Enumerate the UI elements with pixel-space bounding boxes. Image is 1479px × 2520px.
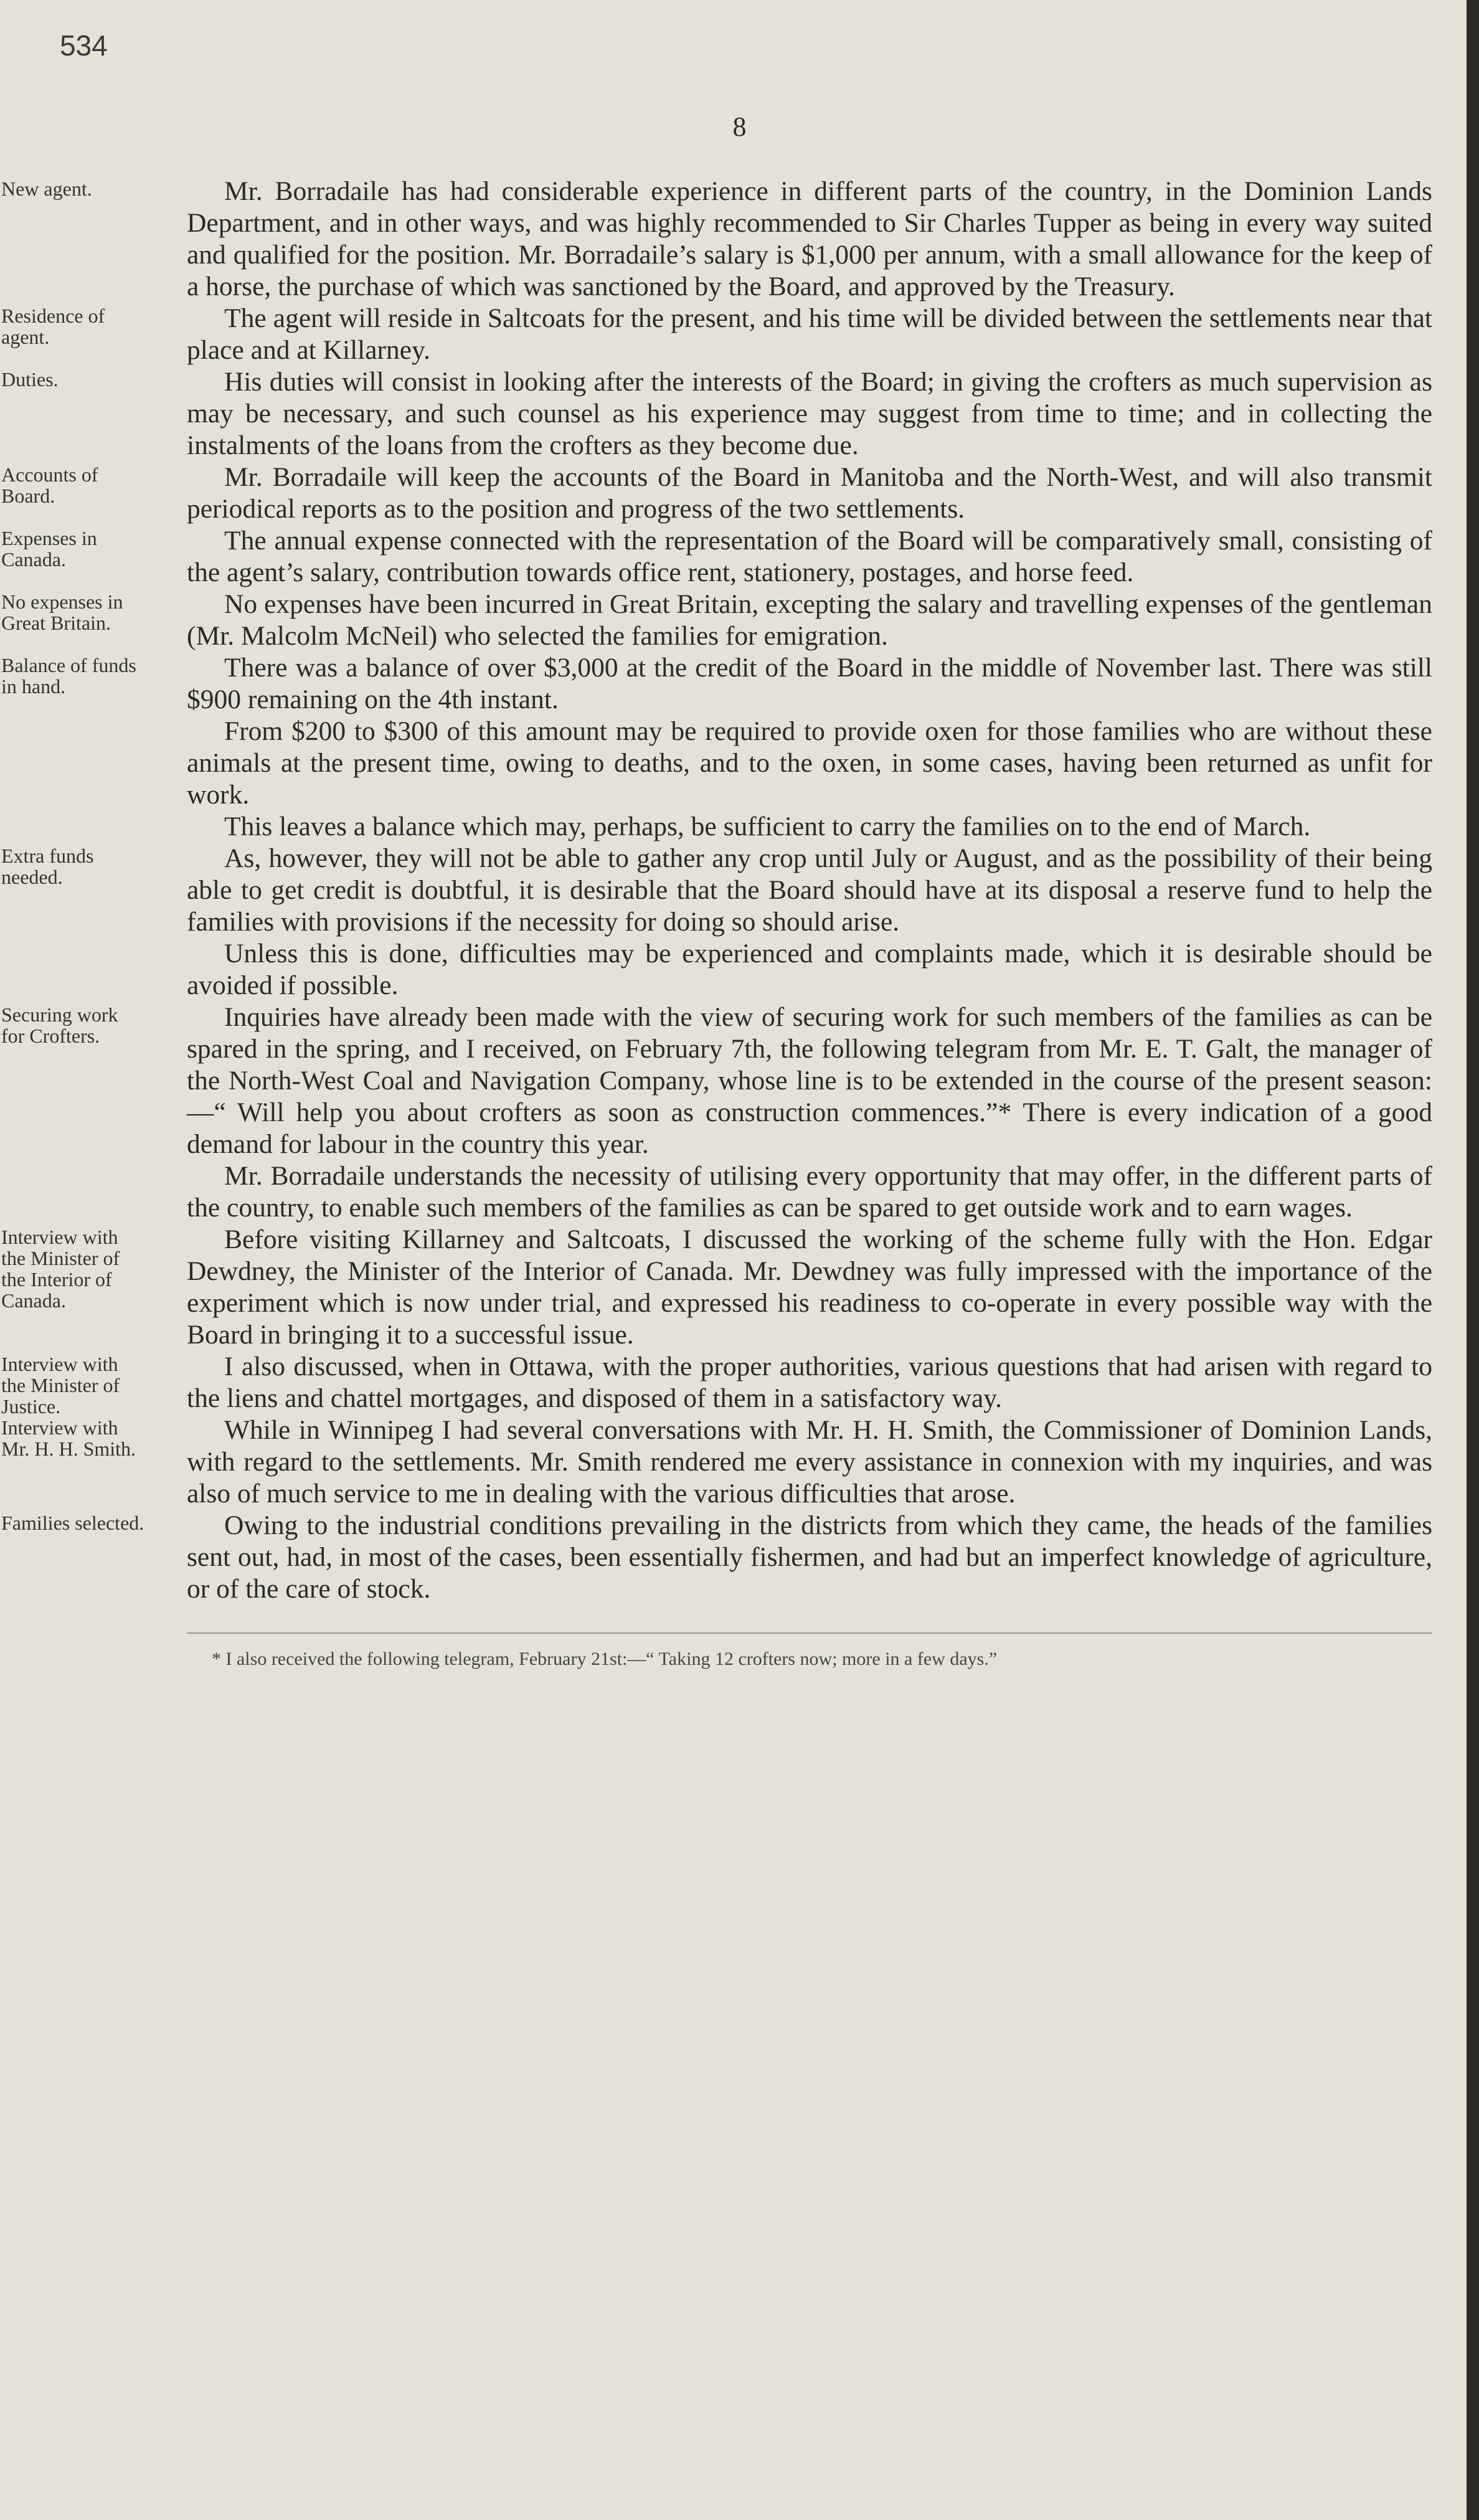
paragraph-text: As, however, they will not be able to gather any crop until July or August, and as the possibility of their being able to get credit is doubtful, it is desirable that the Board should have at its disposal a reserve fund to help the families with provisions if the necessity for doing so should arise. [187,843,1432,937]
paragraph-oxen [187,716,1432,811]
paragraph-text: Inquiries have already been made with the view of securing work for such members of the families as can be spared in the spring, and I received, on February 7th, the following telegram from Mr. E. T. Galt, the manager of the North-West Coal and Navigation Company, whose line is to be extended in the course of the present season:—“ Will help you about crofters as soon as construction commences.”* There is every indication of a good demand for labour in the country this year. [187,1002,1432,1159]
paragraph-balance [1,652,1432,716]
margin-note: Families selected. [1,1512,144,1534]
paragraph-text: The agent will reside in Saltcoats for the present, and his time will be divided between the settlements near that place and at Killarney. [187,303,1432,365]
margin-note: Interview with the Minister of Justice. [1,1353,120,1418]
paragraph-remaining-balance [187,811,1432,843]
paragraph-text: His duties will consist in looking after the interests of the Board; in giving the crofters as much supervision as may be necessary, and such counsel as his experience may suggest from time to time; and in collecting the instalments of the loans from the crofters as they become due. [187,367,1432,460]
paragraph-text: While in Winnipeg I had several conversations with Mr. H. H. Smith, the Commissioner of Dominion Lands, with regard to the settlements. Mr. Smith rendered me every assistance in connexion with my inquiries, and was also of much service to me in dealing with the various difficulties that arose. [187,1415,1432,1509]
paragraph-interior-minister [1,1224,1432,1351]
paragraph-text: There was a balance of over $3,000 at the credit of the Board in the middle of November last. There was still $900 remaining on the 4th instant. [187,653,1432,714]
paragraph-accounts [1,462,1432,525]
paragraph-text: Mr. Borradaile understands the necessity of utilising every opportunity that may offer, in the different parts of the country, to enable such members of the families as can be spared to get outside work and to earn wages. [187,1161,1432,1223]
paragraph-difficulties [187,938,1432,1002]
paragraph-text: Owing to the industrial conditions prevailing in the districts from which they came, the heads of the families sent out, had, in most of the cases, been essentially fishermen, and had but an imperfect knowledge of agriculture, or of the care of stock. [187,1510,1432,1604]
paragraph-opportunity [187,1160,1432,1224]
margin-note: Expenses in Canada. [1,527,97,571]
footnote-divider [187,1632,1432,1634]
paragraph-extra-funds [1,843,1432,938]
paragraph-text: From $200 to $300 of this amount may be required to provide oxen for those families who are without these animals at the present time, owing to deaths, and to the oxen, in some cases, having been returned as unfit for work. [187,716,1432,810]
paragraph-expenses-britain [1,589,1432,652]
margin-note: New agent. [1,178,92,200]
paragraph-securing-work [1,1002,1432,1160]
paragraph-residence [1,303,1432,366]
paragraph-duties [1,366,1432,462]
footnote: * I also received the following telegram, February 21st:—“ Taking 12 crofters now; more in a few days.” [212,1649,998,1669]
paragraph-text: I also discussed, when in Ottawa, with the proper authorities, various questions that had arisen with regard to the liens and chattel mortgages, and disposed of them in a satisfactory way. [187,1352,1432,1413]
folio-number: 8 [732,111,747,142]
paragraph-text: This leaves a balance which may, perhaps, be sufficient to carry the families on to the end of March. [224,812,1311,841]
paragraph-justice-minister [1,1351,1432,1418]
margin-note: Interview with Mr. H. H. Smith. [1,1416,136,1460]
margin-note: No expenses in Great Britain. [1,590,123,634]
page-number: 534 [60,29,108,62]
margin-note: Residence of agent. [1,305,105,348]
paragraph-text: Before visiting Killarney and Saltcoats, I discussed the working of the scheme fully with the Hon. Edgar Dewdney, the Minister of the Interior of Canada. Mr. Dewdney was fully impressed with the importance of the experiment which is now under trial, and expressed his readiness to co-operate in every possible way with the Board in bringing it to a successful issue. [187,1224,1432,1350]
margin-note: Balance of funds in hand. [1,654,136,698]
margin-note: Duties. [1,368,59,391]
paragraph-text: Unless this is done, difficulties may be experienced and complaints made, which it is desirable should be avoided if possible. [187,939,1432,1000]
paragraph-text: Mr. Borradaile has had considerable experience in different parts of the country, in the Dominion Lands Department, and in other ways, and was highly recommended to Sir Charles Tupper as being in every way suited and qualified for the position. Mr. Borradaile’s salary is $1,000 per annum, with a small allowance for the keep of a horse, the purchase of which was sanctioned by the Board, and approved by the Treasury. [187,176,1432,301]
page-edge [1467,0,1479,2520]
paragraph-text: Mr. Borradaile will keep the accounts of the Board in Manitoba and the North-West, and will also transmit periodical reports as to the position and progress of the two settlements. [187,462,1432,524]
paragraph-expenses-canada [1,525,1432,589]
margin-note: Extra funds needed. [1,845,94,888]
margin-note: Securing work for Crofters. [1,1003,118,1047]
paragraph-text: The annual expense connected with the representation of the Board will be comparatively small, consisting of the agent’s salary, contribution towards office rent, stationery, postages, and horse feed. [187,526,1432,587]
paragraph-new-agent [1,176,1432,303]
margin-note: Interview with the Minister of the Interior of Canada. [1,1226,120,1312]
paragraph-families-selected [1,1510,1432,1605]
report-body [1,176,1432,1672]
paragraph-smith [1,1414,1432,1510]
margin-note: Accounts of Board. [1,463,98,507]
paragraph-text: No expenses have been incurred in Great Britain, excepting the salary and travelling expenses of the gentleman (Mr. Malcolm McNeil) who selected the families for emigration. [187,589,1432,651]
